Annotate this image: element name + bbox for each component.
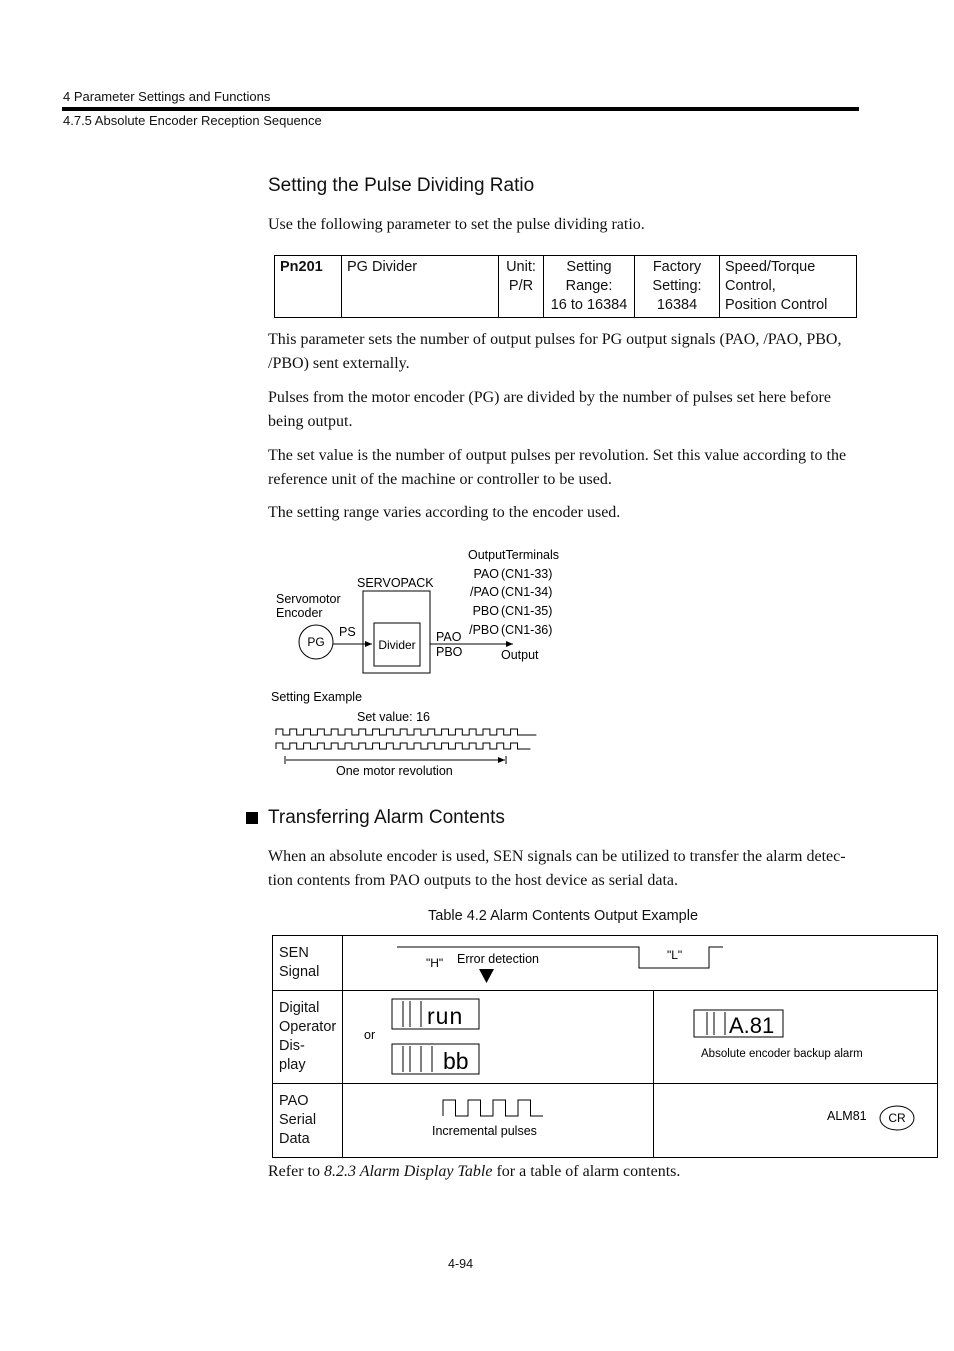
incremental-pulse-waveform bbox=[443, 1100, 543, 1116]
pulse-intro: Use the following parameter to set the pulse dividing ratio. bbox=[268, 216, 645, 233]
chapter-header: 4 Parameter Settings and Functions bbox=[63, 89, 271, 104]
sen-signal-cell bbox=[343, 936, 938, 991]
one-revolution-label: One motor revolution bbox=[336, 764, 453, 778]
terminal-signal: PAO bbox=[473, 567, 499, 581]
param-control: Speed/Torque Control, Position Control bbox=[720, 256, 857, 318]
terminal-pin: (CN1-35) bbox=[501, 604, 553, 618]
alarm-display-cell bbox=[654, 991, 938, 1084]
param-unit: Unit: P/R bbox=[499, 256, 544, 318]
table-row bbox=[273, 936, 938, 991]
paragraph-output-pulses: This parameter sets the number of output pulses for PG output signals (PAO, /PAO, PBO, /PBO) sent externally. bbox=[268, 331, 842, 372]
ps-label: PS bbox=[339, 625, 356, 639]
alarm-table bbox=[272, 935, 938, 1158]
page-number: 4-94 bbox=[448, 1257, 474, 1271]
pao-serial-label: PAO Serial Data bbox=[273, 1084, 343, 1158]
alarm-display-text: A.81 bbox=[729, 1013, 775, 1038]
bb-display-text: bb bbox=[443, 1048, 469, 1074]
terminal-pin: (CN1-36) bbox=[501, 623, 553, 637]
table-caption: Table 4.2 Alarm Contents Output Example bbox=[428, 908, 699, 924]
sen-signal-label: SEN Signal bbox=[273, 936, 343, 991]
incremental-pulses-label: Incremental pulses bbox=[432, 1124, 538, 1138]
terminal-signal: PBO bbox=[472, 604, 499, 618]
digital-operator-label: Digital Operator Dis- play bbox=[273, 991, 343, 1084]
servomotor-label: Servomotor bbox=[276, 592, 341, 606]
pulse-train-input bbox=[276, 729, 536, 735]
alarm-table-reference[interactable]: 8.2.3 Alarm Display Table bbox=[323, 1163, 493, 1180]
alarm-serial-graphic bbox=[654, 1084, 937, 1152]
terminal-signal: /PAO bbox=[470, 585, 499, 599]
refer-paragraph: Refer to 8.2.3 Alarm Display Table for a table of alarm contents. bbox=[268, 1163, 681, 1180]
alarm-display-graphic bbox=[654, 991, 937, 1079]
terminal-pin: (CN1-33) bbox=[501, 567, 553, 581]
alarm-section-title: Transferring Alarm Contents bbox=[268, 807, 505, 828]
table-row bbox=[273, 991, 938, 1084]
h-level-label: "H" bbox=[426, 956, 444, 970]
or-label: or bbox=[364, 1028, 376, 1042]
section-header: 4.7.5 Absolute Encoder Reception Sequence bbox=[63, 113, 322, 128]
cr-label: CR bbox=[888, 1111, 906, 1125]
param-number: Pn201 bbox=[275, 256, 342, 318]
param-range: Setting Range: 16 to 16384 bbox=[544, 256, 635, 318]
setting-example-label: Setting Example bbox=[271, 690, 363, 704]
error-detection-marker-icon bbox=[479, 969, 494, 983]
divider-label: Divider bbox=[378, 638, 416, 652]
output-label: Output bbox=[501, 648, 539, 662]
pg-label: PG bbox=[307, 635, 325, 649]
set-value-label: Set value: 16 bbox=[357, 710, 430, 724]
normal-display-cell bbox=[343, 991, 654, 1084]
normal-display-graphic bbox=[343, 991, 499, 1079]
pulse-train-output bbox=[276, 743, 530, 749]
alarm-paragraph: When an absolute encoder is used, SEN signals can be utilized to transfer the alarm detec- tion contents from PAO outputs to the host device as serial data. bbox=[268, 848, 846, 889]
param-name: PG Divider bbox=[342, 256, 499, 318]
sen-signal-waveform bbox=[343, 936, 783, 990]
incremental-pulses-cell bbox=[343, 1084, 654, 1158]
backup-alarm-label: Absolute encoder backup alarm bbox=[701, 1048, 863, 1060]
table-row bbox=[273, 1084, 938, 1158]
terminal-signal: /PBO bbox=[469, 623, 499, 637]
paragraph-encoder-pulses: Pulses from the motor encoder (PG) are divided by the number of pulses set here before being output. bbox=[268, 389, 831, 430]
pulse-section-title: Setting the Pulse Dividing Ratio bbox=[268, 175, 535, 196]
pbo-label: PBO bbox=[436, 645, 463, 659]
servopack-label: SERVOPACK bbox=[357, 576, 434, 590]
alarm-serial-cell bbox=[654, 1084, 938, 1158]
error-detection-label: Error detection bbox=[457, 952, 540, 966]
run-display-text: run bbox=[427, 1003, 464, 1029]
l-level-label: "L" bbox=[667, 948, 683, 962]
output-terminals-label: OutputTerminals bbox=[468, 548, 560, 562]
encoder-label: Encoder bbox=[276, 606, 323, 620]
section-bullet-icon bbox=[246, 812, 258, 824]
incremental-pulses-graphic bbox=[343, 1084, 653, 1152]
alm81-label: ALM81 bbox=[827, 1109, 867, 1123]
param-factory: Factory Setting: 16384 bbox=[635, 256, 720, 318]
terminal-pin: (CN1-34) bbox=[501, 585, 553, 599]
paragraph-setting-range: The setting range varies according to the encoder used. bbox=[268, 504, 621, 521]
pao-label: PAO bbox=[436, 630, 462, 644]
paragraph-set-value: The set value is the number of output pulses per revolution. Set this value according to the reference unit of the machine or controller to be used. bbox=[268, 447, 847, 488]
